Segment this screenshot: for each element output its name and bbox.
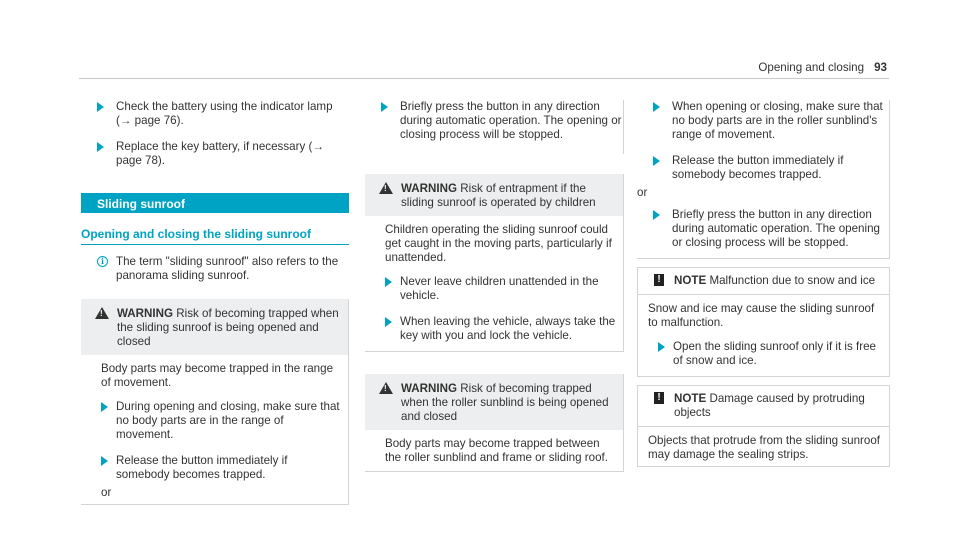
info-icon: i [97,256,108,267]
notice-header [638,386,889,426]
step-text: Release the button immediately if somebody becomes trapped. [116,454,288,481]
warning-body [81,355,348,504]
warning-box-sunblind [365,374,624,472]
warning-header [365,374,623,430]
warning-title: Risk of becoming trapped when the roller sunblind is being opened and closed [401,382,609,423]
warning-body-text: Children operating the sliding sunroof could get caught in the moving parts, particularly if unattended. [385,223,612,264]
step-arrow-icon [97,102,104,112]
warning-triangle-icon: ! [379,382,393,394]
notice-label: NOTE [674,274,707,287]
step-text: During opening and closing, make sure that no body parts are in the range of movement. [116,400,340,441]
header-title: Opening and closing [758,61,865,74]
page-header [758,61,887,75]
step-replace-battery [81,140,349,168]
notice-body [638,427,889,466]
notice-title: Malfunction due to snow and ice [709,274,876,287]
warning-label: WARNING [401,382,458,395]
step-arrow-icon [658,342,665,352]
warning-box-children [365,174,624,352]
step-arrow-icon [653,210,660,220]
step-arrow-icon [97,142,104,152]
warning-title: Risk of becoming trapped when the sliding sunroof is being opened and closed [117,307,339,348]
step-text: When leaving the vehicle, always take the key with you and lock the vehicle. [400,315,616,342]
warning-step [385,315,617,343]
step-press-button [365,100,623,142]
notice-box-objects [637,385,890,467]
step-ensure-clear [637,100,889,142]
step-text: Briefly press the button in any direction during automatic operation. The opening or closing process will be stopped. [400,100,622,141]
warning-label: WARNING [401,182,458,195]
step-arrow-icon [101,456,108,466]
warning-step [101,454,342,482]
warning-label: WARNING [117,307,174,320]
warning-body-text: Body parts may become trapped in the range of movement. [101,362,334,389]
step-release [637,154,889,182]
header-divider [79,78,889,79]
step-press-button [637,208,889,250]
column-1 [81,100,349,505]
step-arrow-icon [381,102,388,112]
or-text: or [637,186,648,199]
step-text: Briefly press the button in any direction during automatic operation. The opening or closing process will be stopped. [672,208,880,249]
notice-title: Damage caused by protruding objects [674,392,865,419]
warning-header [365,174,623,216]
exclamation-notice-icon: ! [654,274,664,286]
subheading: Opening and closing the sliding sunroof [81,227,349,245]
notice-box-snow [637,267,890,377]
step-text: Release the button immediately if somebody becomes trapped. [672,154,844,181]
or-text: or [101,486,112,499]
warning-body [365,216,623,351]
continued-box [365,100,624,154]
step-text: Open the sliding sunroof only if it is free of snow and ice. [673,340,876,367]
notice-step [648,340,883,368]
notice-body-text: Snow and ice may cause the sliding sunroof to malfunction. [648,302,875,329]
warning-header [81,299,348,355]
info-note-text: The term "sliding sunroof" also refers to the panorama sliding sunroof. [116,255,339,282]
step-arrow-icon [385,277,392,287]
continued-box [637,100,890,259]
warning-body [365,430,623,471]
notice-label: NOTE [674,392,707,405]
step-arrow-icon [101,402,108,412]
info-note [81,255,349,283]
step-text: When opening or closing, make sure that no body parts are in the roller sunblind's range of movement. [672,100,883,141]
page-number: 93 [874,61,887,74]
warning-box-sunroof [81,299,349,505]
warning-step [101,400,342,442]
warning-title: Risk of entrapment if the sliding sunroof is operated by children [401,182,596,209]
step-arrow-icon [653,156,660,166]
notice-body [638,295,889,376]
notice-body-text: Objects that protrude from the sliding sunroof may damage the sealing strips. [648,434,880,461]
warning-triangle-icon: ! [379,182,393,194]
warning-body-text: Body parts may become trapped between the roller sunblind and frame or sliding roof. [385,437,608,464]
notice-header [638,268,889,294]
warning-triangle-icon: ! [95,307,109,319]
exclamation-notice-icon: ! [654,392,664,404]
step-check-battery [81,100,349,128]
step-arrow-icon [653,102,660,112]
step-text: Replace the key battery, if necessary (→ page 78). [116,140,324,167]
warning-step [385,275,617,303]
column-2 [365,100,624,472]
section-title-bar: Sliding sunroof [81,193,349,213]
step-arrow-icon [385,317,392,327]
column-3 [637,100,890,467]
step-text: Never leave children unattended in the vehicle. [400,275,599,302]
step-text: Check the battery using the indicator lamp (→ page 76). [116,100,333,127]
